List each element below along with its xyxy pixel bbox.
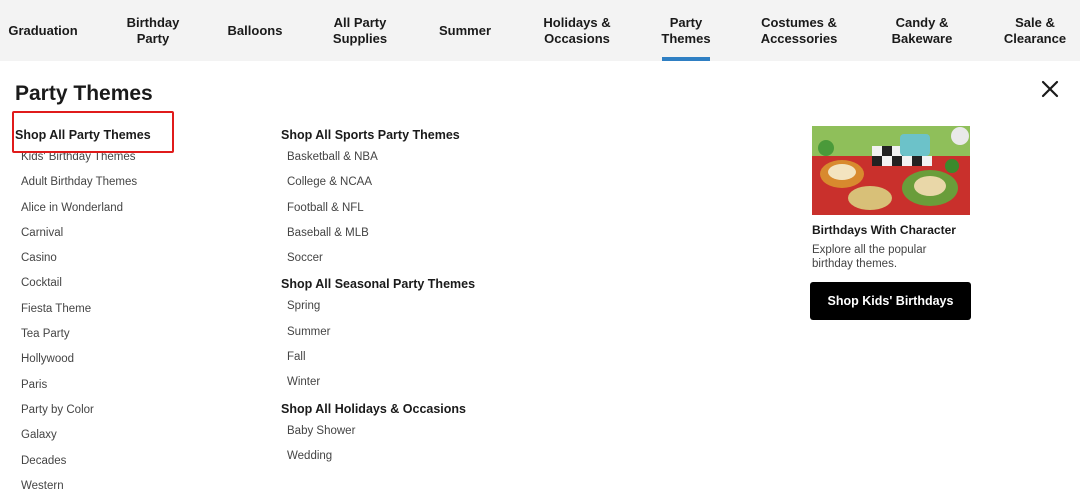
shop-all-party-themes-link[interactable]: Shop All Party Themes	[15, 128, 151, 142]
nav-item-all-party-supplies[interactable]: All Party Supplies	[332, 14, 388, 46]
theme-link[interactable]: Alice in Wonderland	[21, 201, 124, 214]
theme-link[interactable]: Hollywood	[21, 353, 75, 366]
nav-item-holidays-occasions[interactable]: Holidays & Occasions	[543, 14, 611, 46]
nav-item-costumes-accessories[interactable]: Costumes & Accessories	[760, 14, 838, 46]
nav-item-balloons[interactable]: Balloons	[227, 22, 283, 38]
theme-link[interactable]: Adult Birthday Themes	[21, 176, 138, 189]
promo-description: Explore all the popular birthday themes.	[812, 244, 927, 270]
nav-item-party-themes[interactable]: Party Themes	[653, 0, 719, 61]
shop-all-holidays-link[interactable]: Shop All Holidays & Occasions	[281, 401, 466, 416]
nav-item-graduation[interactable]: Graduation	[8, 22, 78, 38]
theme-link[interactable]: Casino	[21, 252, 57, 265]
categories-column	[281, 125, 581, 471]
theme-link[interactable]: Cocktail	[21, 277, 62, 290]
seasonal-theme-link[interactable]: Fall	[287, 351, 306, 364]
theme-link[interactable]: Paris	[21, 378, 48, 391]
shop-all-seasonal-themes-link[interactable]: Shop All Seasonal Party Themes	[281, 277, 476, 292]
promo-image[interactable]	[812, 126, 970, 215]
theme-link[interactable]: Fiesta Theme	[21, 302, 92, 315]
themes-column	[15, 125, 255, 500]
holiday-link[interactable]: Wedding	[287, 449, 333, 462]
seasonal-theme-link[interactable]: Spring	[287, 300, 321, 313]
theme-link[interactable]: Galaxy	[21, 429, 57, 442]
theme-link[interactable]: Decades	[21, 454, 67, 467]
sports-theme-link[interactable]: College & NCAA	[287, 176, 373, 189]
sports-theme-link[interactable]: Soccer	[287, 252, 323, 265]
top-navigation	[0, 0, 1080, 61]
nav-item-candy-bakeware[interactable]: Candy & Bakeware	[891, 14, 953, 46]
nav-item-birthday-party[interactable]: Birthday Party	[126, 14, 180, 46]
sports-theme-link[interactable]: Baseball & MLB	[287, 226, 369, 239]
nav-item-summer[interactable]: Summer	[438, 22, 492, 38]
theme-link[interactable]: Party by Color	[21, 403, 94, 416]
theme-link[interactable]: Tea Party	[21, 328, 70, 341]
panel-title: Party Themes	[15, 82, 153, 105]
promo-card	[812, 126, 972, 320]
promo-title: Birthdays With Character	[812, 223, 956, 237]
theme-link[interactable]: Carnival	[21, 226, 64, 239]
theme-link[interactable]: Kids' Birthday Themes	[21, 151, 136, 163]
holiday-link[interactable]: Baby Shower	[287, 424, 356, 437]
sports-theme-link[interactable]: Football & NFL	[287, 201, 364, 214]
seasonal-theme-link[interactable]: Winter	[287, 376, 321, 389]
shop-all-sports-themes-link[interactable]: Shop All Sports Party Themes	[281, 128, 460, 142]
close-icon[interactable]	[1038, 77, 1062, 101]
nav-item-sale-clearance[interactable]: Sale & Clearance	[1003, 14, 1067, 46]
seasonal-theme-link[interactable]: Summer	[287, 325, 331, 338]
sports-theme-link[interactable]: Basketball & NBA	[287, 151, 378, 163]
theme-link[interactable]: Western	[21, 479, 64, 492]
shop-kids-birthdays-button[interactable]: Shop Kids' Birthdays	[810, 282, 971, 320]
